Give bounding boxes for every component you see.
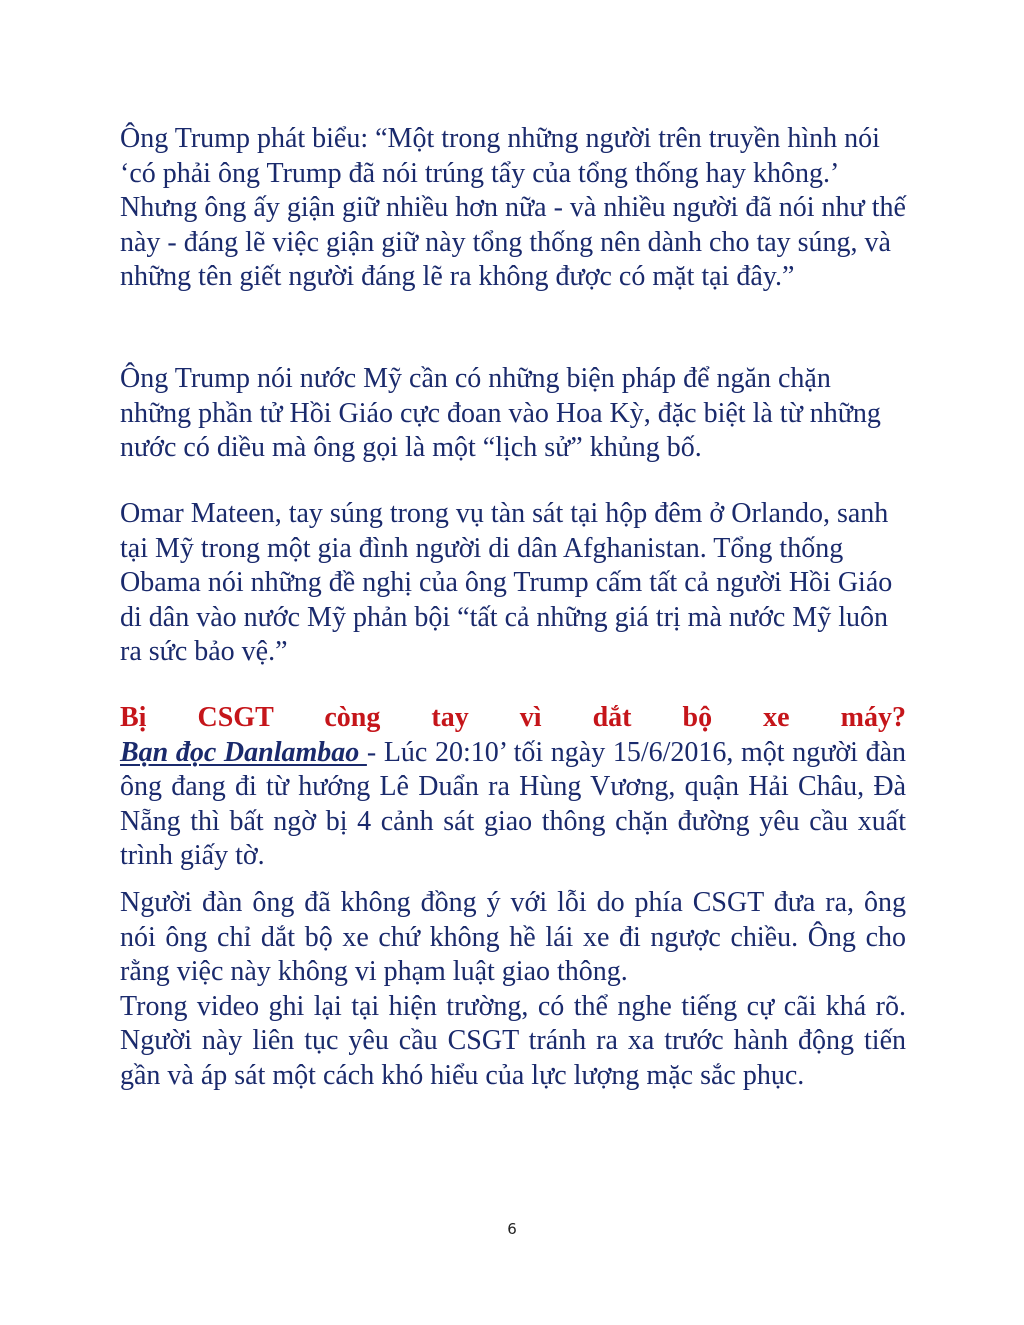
news-paragraph-2: Người đàn ông đã không đồng ý với lỗi do phía CSGT đưa ra, ông nói ông chỉ dắt bộ xe chứ không hề lái xe đi ngược chiều. Ông cho rằng việc này không vi phạm luật giao thông.	[120, 886, 906, 988]
page-number: 6	[507, 1220, 517, 1238]
paragraph-trump-statement: Ông Trump phát biểu: “Một trong những người trên truyền hình nói ‘có phải ông Trump đã nói trúng tẩy của tổng thống hay không.’ Nhưng ông ấy giận giữ nhiều hơn nữa - và nhiều người đã nói như thế này - đáng lẽ việc giận giữ này tổng thống nên dành cho tay súng, và những tên giết người đáng lẽ ra không được có mặt tại đây.”	[120, 123, 906, 293]
news-article	[120, 701, 906, 1094]
paragraph-omar-mateen: Omar Mateen, tay súng trong vụ tàn sát tại hộp đêm ở Orlando, sanh tại Mỹ trong một gia đình người di dân Afghanistan. Tổng thống Obama nói những đề nghị của ông Trump cấm tất cả người Hồi Giáo di dân vào nước Mỹ phản bội “tất cả những giá trị mà nước Mỹ luôn ra sức bảo vệ.”	[120, 498, 893, 668]
paragraph-trump-measures: Ông Trump nói nước Mỹ cần có những biện pháp để ngăn chặn những phần tử Hồi Giáo cực đoan vào Hoa Kỳ, đặc biệt là từ những nước có diều mà ông gọi là một “lịch sử” khủng bố.	[120, 363, 881, 464]
news-lead-paragraph	[120, 736, 906, 874]
news-lead-text: - Lúc 20:10’ tối ngày 15/6/2016, một người đàn ông đang đi từ hướng Lê Duẩn ra Hùng Vương, quận Hải Châu, Đà Nẵng thì bất ngờ bị 4 cảnh sát giao thông chặn đường yêu cầu xuất trình giấy tờ.	[120, 736, 906, 872]
news-byline: Bạn đọc Danlambao	[120, 736, 367, 768]
news-headline: Bị CSGT còng tay vì dắt bộ xe máy?	[120, 702, 906, 733]
news-paragraph-3: Trong video ghi lại tại hiện trường, có thể nghe tiếng cự cãi khá rõ. Người này liên tục yêu cầu CSGT tránh ra xa trước hành động tiến gần và áp sát một cách khó hiểu của lực lượng mặc sắc phục.	[120, 990, 906, 1091]
